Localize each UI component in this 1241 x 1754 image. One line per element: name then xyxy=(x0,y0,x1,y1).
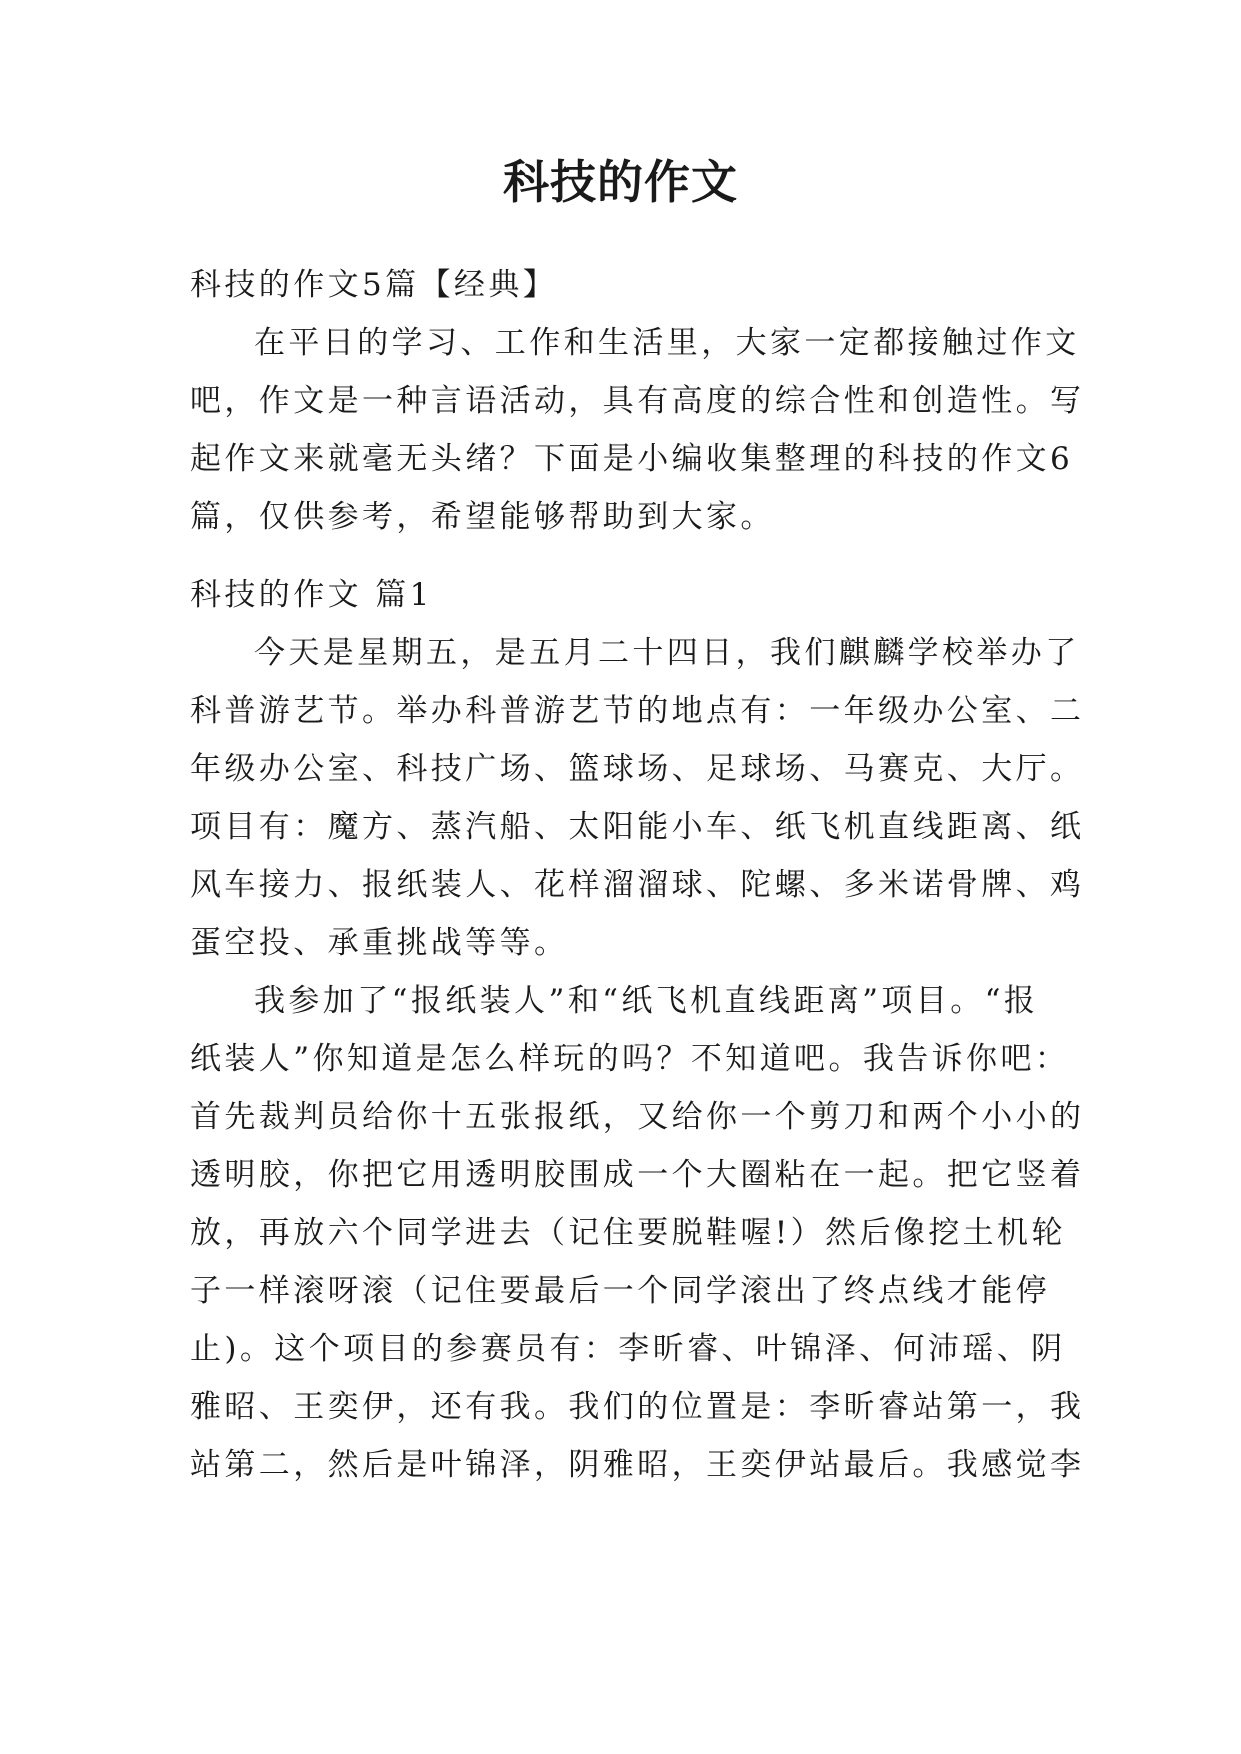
intro-paragraph xyxy=(190,314,1085,546)
document-title: 科技的作文 xyxy=(503,155,738,209)
paragraph-line: 止)。这个项目的参赛员有：李昕睿、叶锦泽、何沛瑶、阴 xyxy=(190,1331,1066,1367)
paragraph-line: 蛋空投、承重挑战等等。 xyxy=(190,925,569,961)
section-heading: 科技的作文 篇1 xyxy=(190,577,433,613)
intro-line: 在平日的学习、工作和生活里，大家一定都接触过作文 xyxy=(254,325,1080,361)
document-body xyxy=(190,256,1085,546)
paragraph-line: 纸装人”你知道是怎么样玩的吗？不知道吧。我告诉你吧： xyxy=(190,1041,1070,1077)
paragraph-line: 今天是星期五，是五月二十四日，我们麒麟学校举办了 xyxy=(254,635,1080,671)
paragraph-line: 风车接力、报纸装人、花样溜溜球、陀螺、多米诺骨牌、鸡 xyxy=(190,867,1085,903)
document-subtitle: 科技的作文5篇【经典】 xyxy=(190,267,558,303)
intro-line: 篇，仅供参考，希望能够帮助到大家。 xyxy=(190,499,775,535)
intro-line: 起作文来就毫无头绪？下面是小编收集整理的科技的作文6 xyxy=(190,441,1074,477)
section-1 xyxy=(190,566,1085,1494)
paragraph-line: 首先裁判员给你十五张报纸，又给你一个剪刀和两个小小的 xyxy=(190,1099,1085,1135)
section-1-paragraph-2 xyxy=(190,972,1085,1494)
paragraph-line: 项目有：魔方、蒸汽船、太阳能小车、纸飞机直线距离、纸 xyxy=(190,809,1085,845)
paragraph-line: 放，再放六个同学进去（记住要脱鞋喔!）然后像挖土机轮 xyxy=(190,1215,1066,1251)
paragraph-line: 科普游艺节。举办科普游艺节的地点有：一年级办公室、二 xyxy=(190,693,1085,729)
paragraph-line: 年级办公室、科技广场、篮球场、足球场、马赛克、大厅。 xyxy=(190,751,1085,787)
paragraph-line: 我参加了“报纸装人”和“纸飞机直线距离”项目。“报 xyxy=(254,983,1039,1019)
section-1-paragraph-1 xyxy=(190,624,1085,972)
paragraph-line: 子一样滚呀滚（记住要最后一个同学滚出了终点线才能停 xyxy=(190,1273,1050,1309)
paragraph-line: 透明胶，你把它用透明胶围成一个大圈粘在一起。把它竖着 xyxy=(190,1157,1085,1193)
paragraph-line: 站第二，然后是叶锦泽，阴雅昭，王奕伊站最后。我感觉李 xyxy=(190,1447,1085,1483)
intro-line: 吧，作文是一种言语活动，具有高度的综合性和创造性。写 xyxy=(190,383,1085,419)
paragraph-line: 雅昭、王奕伊，还有我。我们的位置是：李昕睿站第一，我 xyxy=(190,1389,1085,1425)
